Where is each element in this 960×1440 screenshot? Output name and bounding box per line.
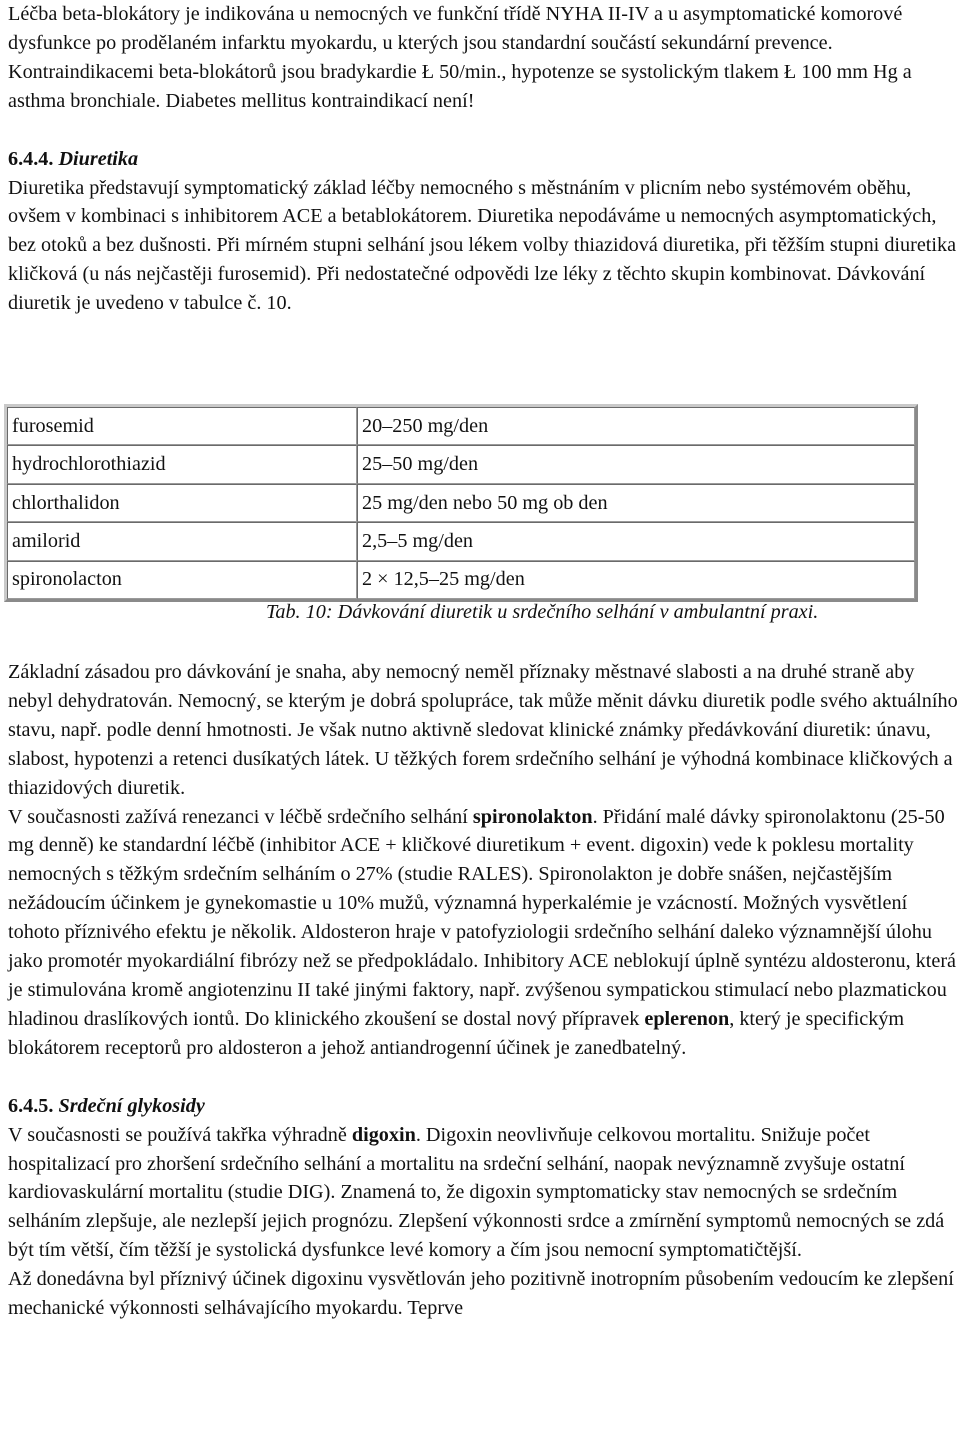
table-caption: Tab. 10: Dávkování diuretik u srdečního selhání v ambulantní praxi. bbox=[266, 601, 819, 623]
glykosidy-text: . Digoxin neovlivňuje celkovou mortalitu. Snižuje počet hospitalizací pro zhoršení srdečního selhání a mortalitu na srdeční selhání, naopak nevýznamně zvyšuje ostatní kardiovaskulární mortalitu (studie DIG). Znamená to, že digoxin symptomaticky stav nemocných se srdečním selháním zlepšuje, ale nezlepší jejich prognózu. Zlepšení výkonnosti srdce a zmírnění symptomů nemocných se zdá být tím větší, čím těžší je systolická dysfunkce levé komory a čím jsou nemocní symptomatičtější. bbox=[8, 1123, 945, 1262]
drug-cell: hydrochlorothiazid bbox=[7, 445, 357, 483]
dosing-principles-paragraph: Základní zásadou pro dávkování je snaha, aby nemocný neměl příznaky městnavé slabosti a na druhé straně aby nebyl dehydratován. Nemocný, se kterým je dobrá spolupráce, tak může měnit dávku diuretik podle svého aktuálního stavu, např. podle denní hmotnosti. Je však nutno aktivně sledovat klinické známky předávkování diuretik: únavu, slabost, hypotenzi a retenci dusíkatých látek. U těžkých forem srdečního selhání je výhodná kombinace kličkových a thiazidových diuretik. bbox=[8, 661, 958, 799]
drug-cell: furosemid bbox=[7, 407, 357, 445]
drug-cell: amilorid bbox=[7, 522, 357, 560]
section-heading-glykosidy bbox=[8, 1092, 960, 1121]
table-row bbox=[7, 445, 915, 483]
table-row bbox=[7, 561, 915, 599]
section-number: 6.4.4. bbox=[8, 147, 54, 170]
table-row bbox=[7, 407, 915, 445]
digoxin-history-paragraph: Až donedávna byl příznivý účinek digoxinu vysvětlován jeho pozitivně inotropním působením vedoucím ke zlepšení mechanické výkonnosti selhávajícího myokardu. Teprve bbox=[8, 1268, 954, 1320]
digoxin-term: digoxin bbox=[351, 1123, 416, 1146]
diuretika-paragraph: Diuretika představují symptomatický základ léčby nemocného s městnáním v plicním nebo systémovém oběhu, ovšem v kombinaci s inhibitorem ACE a betablokátorem. Diuretika nepodáváme u nemocných asymptomatických, bez otoků a bez dušnosti. Při mírném stupni selhání jsou lékem volby thiazidová diuretika, při těžším stupni diuretika kličková (u nás nejčastěji furosemid). Při nedostatečné odpovědi lze léky z těchto skupin kombinovat. Dávkování diuretik je uvedeno v tabulce č. 10. bbox=[8, 176, 957, 315]
section-heading-diuretika bbox=[8, 145, 960, 174]
drug-cell: chlorthalidon bbox=[7, 484, 357, 522]
dosage-table bbox=[4, 404, 918, 602]
eplerenon-term: eplerenon bbox=[644, 1007, 730, 1030]
drug-cell: spironolacton bbox=[7, 561, 357, 599]
document-continuation bbox=[8, 658, 960, 1323]
spironolakton-lead: V současnosti zažívá renezanci v léčbě srdečního selhání bbox=[8, 805, 473, 828]
table-row bbox=[7, 522, 915, 560]
spironolakton-paragraph bbox=[8, 803, 960, 1063]
dose-cell: 2,5–5 mg/den bbox=[357, 522, 915, 560]
section-title: Diuretika bbox=[58, 147, 139, 170]
glykosidy-paragraph bbox=[8, 1121, 960, 1266]
document-page bbox=[8, 0, 960, 318]
glykosidy-lead: V současnosti se používá takřka výhradně bbox=[8, 1123, 352, 1146]
section-number: 6.4.5. bbox=[8, 1094, 54, 1117]
table-row bbox=[7, 484, 915, 522]
dose-cell: 20–250 mg/den bbox=[357, 407, 915, 445]
dose-cell: 25 mg/den nebo 50 mg ob den bbox=[357, 484, 915, 522]
spironolakton-term: spironolakton bbox=[472, 805, 593, 828]
section-title: Srdeční glykosidy bbox=[58, 1094, 205, 1117]
dose-cell: 2 × 12,5–25 mg/den bbox=[357, 561, 915, 599]
intro-paragraph: Léčba beta-blokátory je indikována u nemocných ve funkční třídě NYHA II-IV a u asymptomatické komorové dysfunkce po prodělaném infarktu myokardu, u kterých jsou standardní součástí sekundární prevence. Kontraindikacemi beta-blokátorů jsou bradykardie Ł 50/min., hypotenze se systolickým tlakem Ł 100 mm Hg a asthma bronchiale. Diabetes mellitus kontraindikací není! bbox=[8, 3, 912, 112]
dose-cell: 25–50 mg/den bbox=[357, 445, 915, 483]
spironolakton-text: . Přidání malé dávky spironolaktonu (25-50 mg denně) ke standardní léčbě (inhibitor ACE + kličkové diuretikum + event. digoxin) vede k poklesu mortality nemocných s těžkým srdečním selháním o 27% (studie RALES). Spironolakton je dobře snášen, nejčastějším nežádoucím účinkem je gynekomastie u 10% mužů, významná hyperkalémie je vzácností. Možných vysvětlení tohoto příznivého efektu je několik. Aldosteron hraje v patofyziologii srdečního selhání daleko významnější úlohu jako promotér myokardiální fibrózy než se předpokládalo. Inhibitory ACE neblokují úplně syntézu aldosteronu, která je stimulována kromě angiotenzinu II také jinými faktory, např. zvýšenou sympatickou stimulací nebo plazmatickou hladinou draslíkových iontů. Do klinického zkoušení se dostal nový přípravek bbox=[8, 805, 957, 1030]
spironolakton-tail: , který je specifickým blokátorem receptorů pro aldosteron a jehož antiandrogenní účinek je zanedbatelný. bbox=[8, 1007, 905, 1059]
